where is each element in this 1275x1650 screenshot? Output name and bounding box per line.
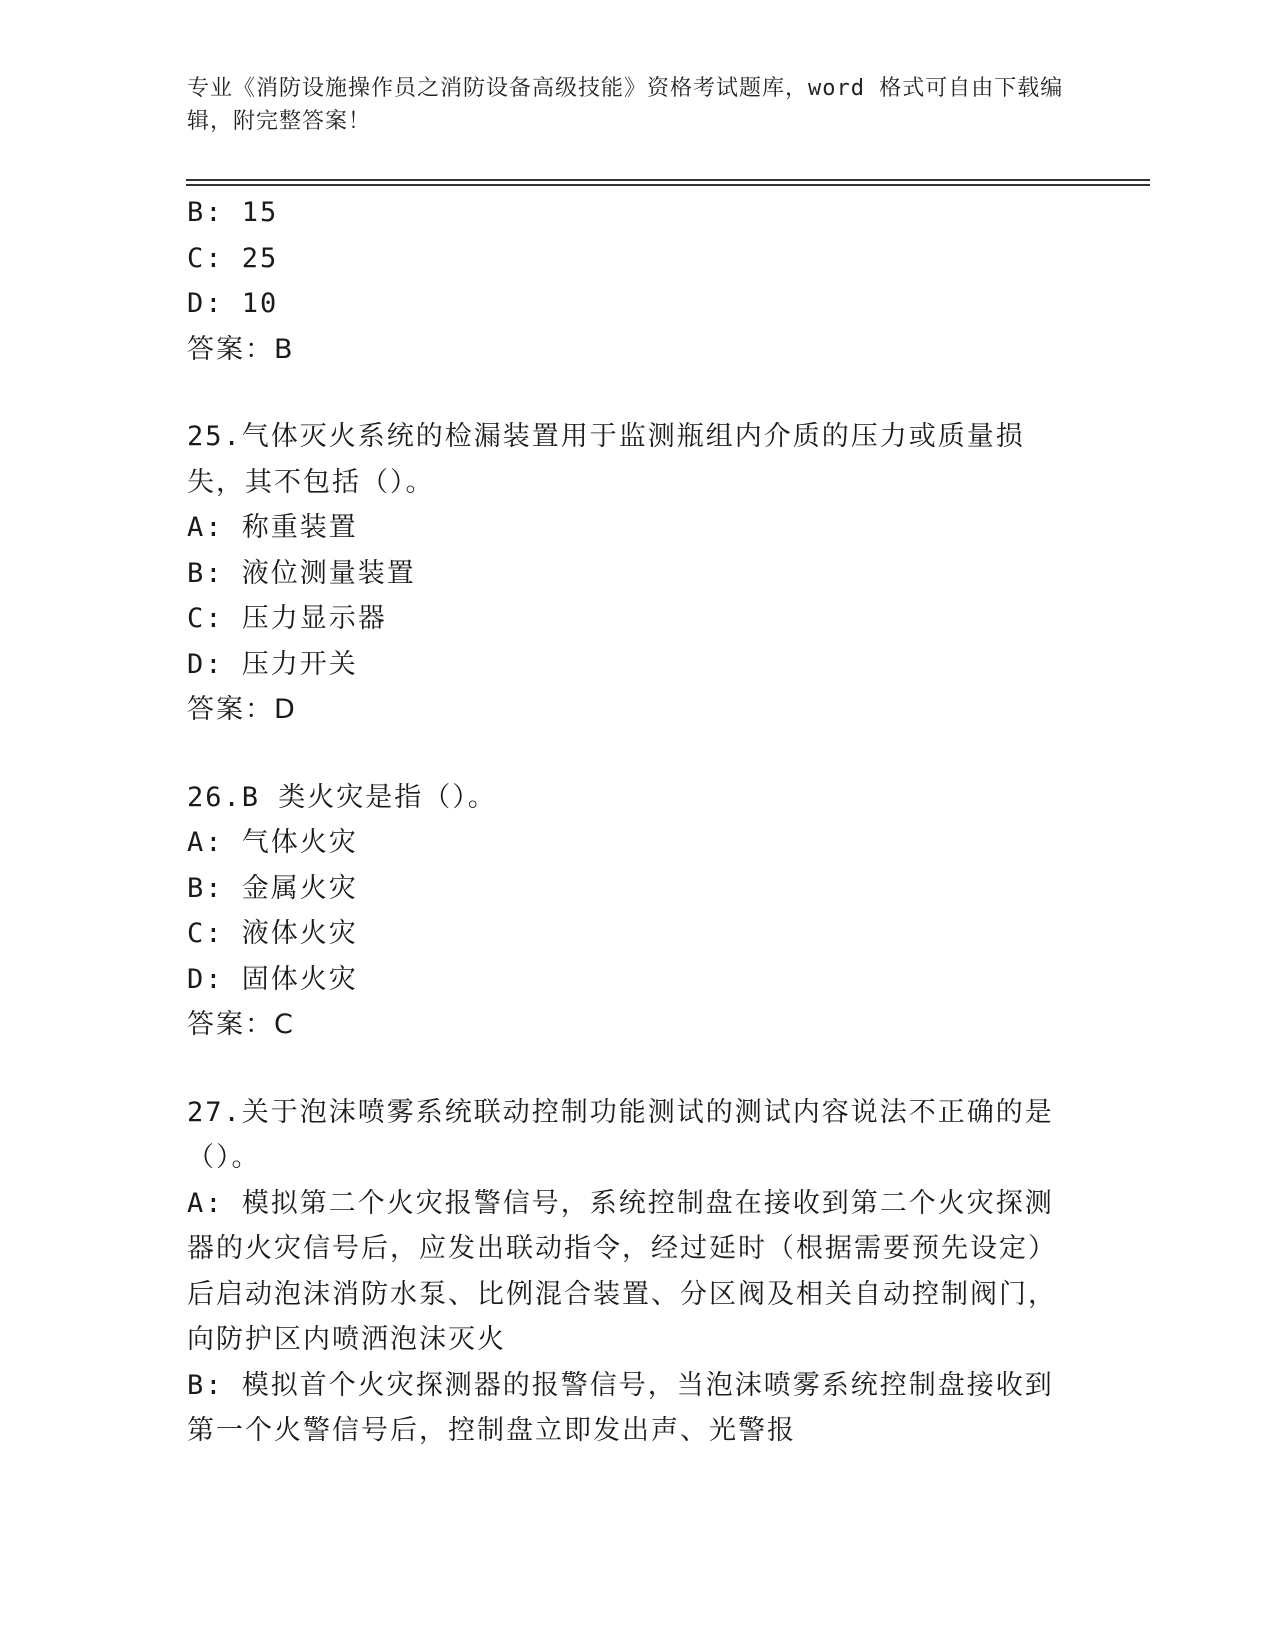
- header-rule-bottom: [186, 184, 1150, 186]
- option-d: D: 压力开关: [187, 648, 358, 680]
- question-25: [187, 414, 1077, 733]
- header-rule-top: [186, 179, 1150, 181]
- question-27: [187, 1090, 1077, 1454]
- option-c: C: 25: [187, 242, 279, 274]
- option-a: A: 称重装置: [187, 512, 358, 543]
- option-d: D: 10: [187, 288, 279, 319]
- continued-question: [187, 190, 1077, 372]
- option-b: B: 液位测量装置: [187, 557, 416, 589]
- answer: 答案：D: [187, 694, 297, 725]
- question-stem: 25.气体灭火系统的检漏装置用于监测瓶组内介质的压力或质量损失，其不包括（）。: [187, 421, 1025, 498]
- document-header: 专业《消防设施操作员之消防设备高级技能》资格考试题库，word 格式可自由下载编辑，附完整答案！: [187, 76, 1064, 134]
- answer: 答案：C: [187, 1009, 295, 1040]
- option-b: B: 金属火灾: [187, 872, 358, 904]
- question-26: [187, 775, 1077, 1048]
- option-b: B: 模拟首个火灾探测器的报警信号，当泡沫喷雾系统控制盘接收到第一个火警信号后，控制盘立即发出声、光警报: [187, 1369, 1054, 1446]
- question-stem: 26.B 类火灾是指（）。: [187, 781, 497, 813]
- answer: 答案：B: [187, 333, 295, 365]
- option-d: D: 固体火灾: [187, 963, 358, 995]
- option-a: A: 模拟第二个火灾报警信号，系统控制盘在接收到第二个火灾探测器的火灾信号后，应发出联动指令，经过延时（根据需要预先设定）后启动泡沫消防水泵、比例混合装置、分区阀及相关自动控制阀门，向防护区内喷洒泡沫灭火: [187, 1187, 1057, 1355]
- question-stem: 27.关于泡沫喷雾系统联动控制功能测试的测试内容说法不正确的是（）。: [187, 1096, 1054, 1173]
- option-c: C: 压力显示器: [187, 603, 387, 634]
- option-c: C: 液体火灾: [187, 918, 358, 949]
- question-content: [187, 190, 1077, 1454]
- option-a: A: 气体火灾: [187, 827, 358, 858]
- option-b: B: 15: [187, 197, 279, 228]
